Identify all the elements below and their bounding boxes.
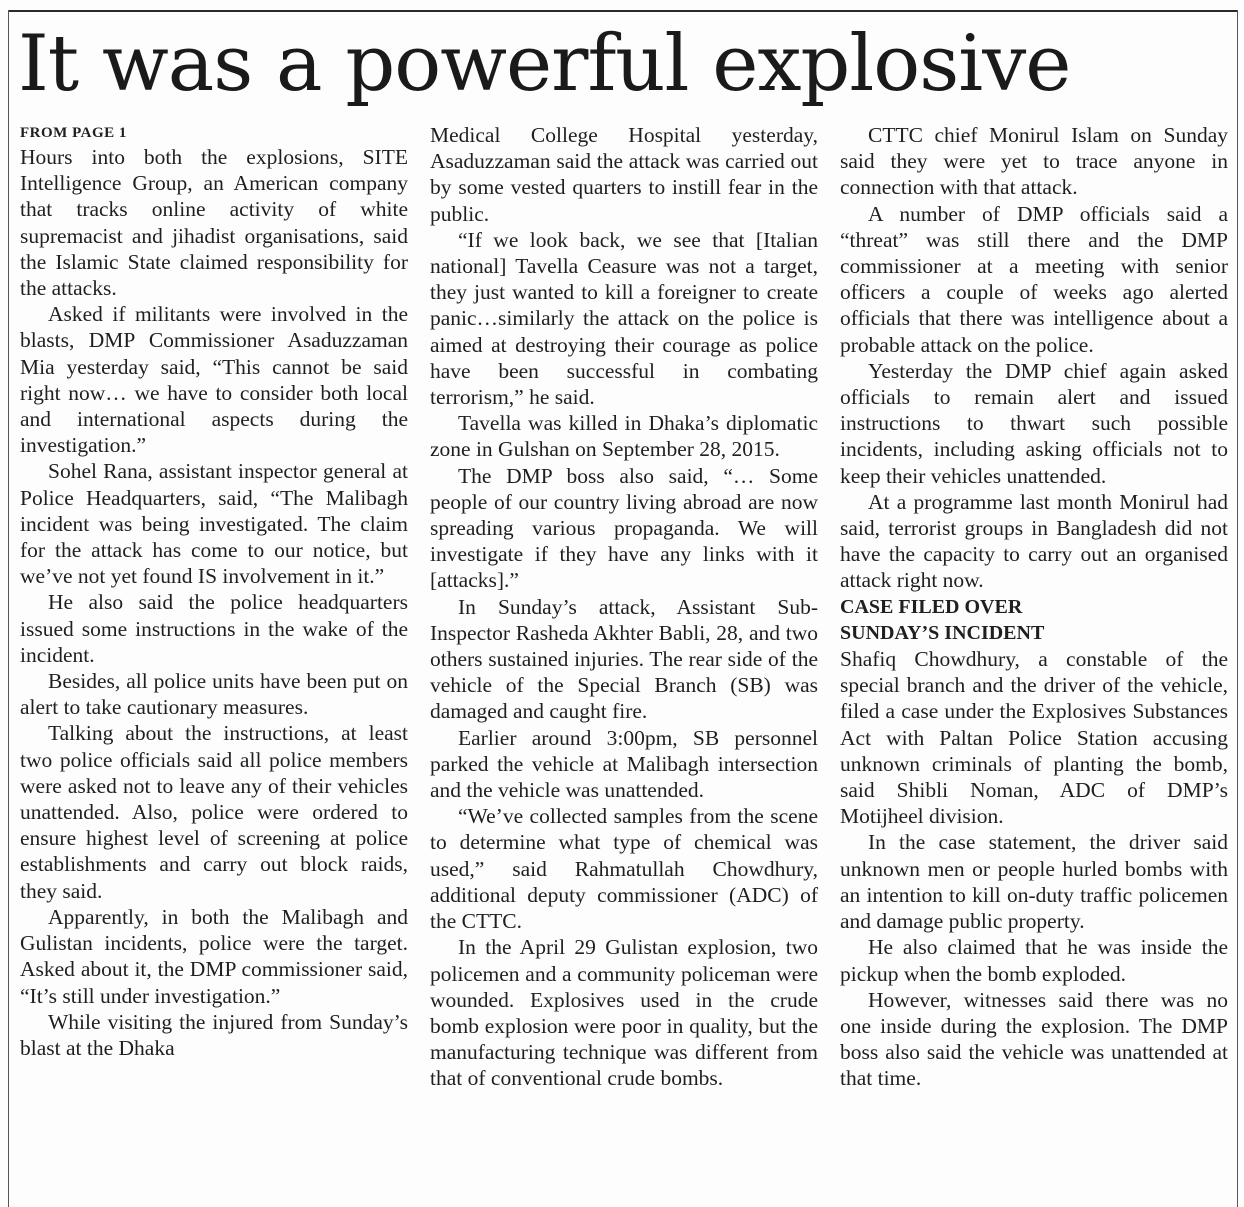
paragraph: Talking about the instructions, at least two police officials said all police members were asked not to leave any of their vehicles unattended. Also, police were ordered to ensure highest level of screening at police establishments and carry out block raids, they said. [20, 721, 408, 903]
paragraph: However, witnesses said there was no one inside during the explosion. The DMP boss also said the vehicle was unattended at that time. [840, 987, 1228, 1091]
paragraph: Asked if militants were involved in the blasts, DMP Commissioner Asaduzzaman Mia yesterday said, “This cannot be said right now… we have to consider both local and international aspects during the investigation.” [20, 302, 408, 458]
right-border [1237, 10, 1238, 1207]
headline: It was a powerful explosive [18, 19, 1071, 109]
kicker: FROM PAGE 1 [20, 125, 127, 141]
paragraph: Sohel Rana, assistant inspector general at Police Headquarters, said, “The Malibagh incident was being investigated. The claim for the attack has come to our notice, but we’ve not yet found IS involvement in it.” [20, 459, 408, 589]
paragraph: Apparently, in both the Malibagh and Gulistan incidents, police were the target. Asked about it, the DMP commissioner said, “It’s still under investigation.” [20, 904, 408, 1008]
paragraph: He also said the police headquarters issued some instructions in the wake of the incident. [20, 590, 408, 667]
column-3 [840, 122, 1228, 1092]
top-rule [8, 10, 1238, 12]
paragraph: Hours into both the explosions, SITE Intelligence Group, an American company that tracks online activity of white supremacist and jihadist organisations, said the Islamic State claimed responsibility for the attacks. [20, 145, 408, 301]
paragraph: While visiting the injured from Sunday’s blast at the Dhaka [20, 1009, 408, 1060]
paragraph: Yesterday the DMP chief again asked officials to remain alert and issued instructions to thwart such possible incidents, including asking officials not to keep their vehicles unattended. [840, 358, 1228, 488]
subhead-line: CASE FILED OVER [840, 595, 1023, 618]
paragraph: The DMP boss also said, “… Some people of our country living abroad are now spreading various propaganda. We will investigate if they have any links with it [attacks].” [430, 463, 818, 593]
paragraph: A number of DMP officials said a “threat” was still there and the DMP commissioner at a meeting with senior officers a couple of weeks ago alerted officials that there was intelligence about a probable attack on the police. [840, 201, 1228, 357]
paragraph: At a programme last month Monirul had said, terrorist groups in Bangladesh did not have the capacity to carry out an organised attack right now. [840, 489, 1228, 593]
paragraph: In Sunday’s attack, Assistant Sub-Inspector Rasheda Akhter Babli, 28, and two others sustained injuries. The rear side of the vehicle of the Special Branch (SB) was damaged and caught fire. [430, 594, 818, 724]
paragraph: “If we look back, we see that [Italian national] Tavella Ceasure was not a target, they just wanted to kill a foreigner to create panic…similarly the attack on the police is aimed at destroying their courage as police have been successful in combating terrorism,” he said. [430, 227, 818, 410]
paragraph: CTTC chief Monirul Islam on Sunday said they were yet to trace anyone in connection with that attack. [840, 123, 1228, 200]
paragraph: “We’ve collected samples from the scene to determine what type of chemical was used,” said Rahmatullah Chowdhury, additional deputy commissioner (ADC) of the CTTC. [430, 804, 818, 934]
paragraph: He also claimed that he was inside the pickup when the bomb exploded. [840, 935, 1228, 986]
subhead-line: SUNDAY’S INCIDENT [840, 621, 1045, 644]
paragraph: Earlier around 3:00pm, SB personnel parked the vehicle at Malibagh intersection and the vehicle was unattended. [430, 725, 818, 803]
paragraph: In the April 29 Gulistan explosion, two policemen and a community policeman were wounded. Explosives used in the crude bomb explosion were poor in quality, but the manufacturing technique was different from that of conventional crude bombs. [430, 935, 818, 1091]
column-1 [20, 122, 408, 1061]
paragraph: Shafiq Chowdhury, a constable of the special branch and the driver of the vehicle, filed a case under the Explosives Substances Act with Paltan Police Station accusing unknown criminals of planting the bomb, said Shibli Noman, ADC of DMP’s Motijheel division. [840, 647, 1228, 829]
left-border [8, 10, 9, 1207]
paragraph: Tavella was killed in Dhaka’s diplomatic zone in Gulshan on September 28, 2015. [430, 411, 818, 462]
column-2 [430, 122, 818, 1092]
paragraph: Besides, all police units have been put on alert to take cautionary measures. [20, 669, 408, 720]
paragraph: Medical College Hospital yesterday, Asaduzzaman said the attack was carried out by some vested quarters to instill fear in the public. [430, 123, 818, 226]
subhead [840, 594, 1228, 646]
paragraph: In the case statement, the driver said unknown men or people hurled bombs with an intention to kill on-duty traffic policemen and damage public property. [840, 830, 1228, 934]
